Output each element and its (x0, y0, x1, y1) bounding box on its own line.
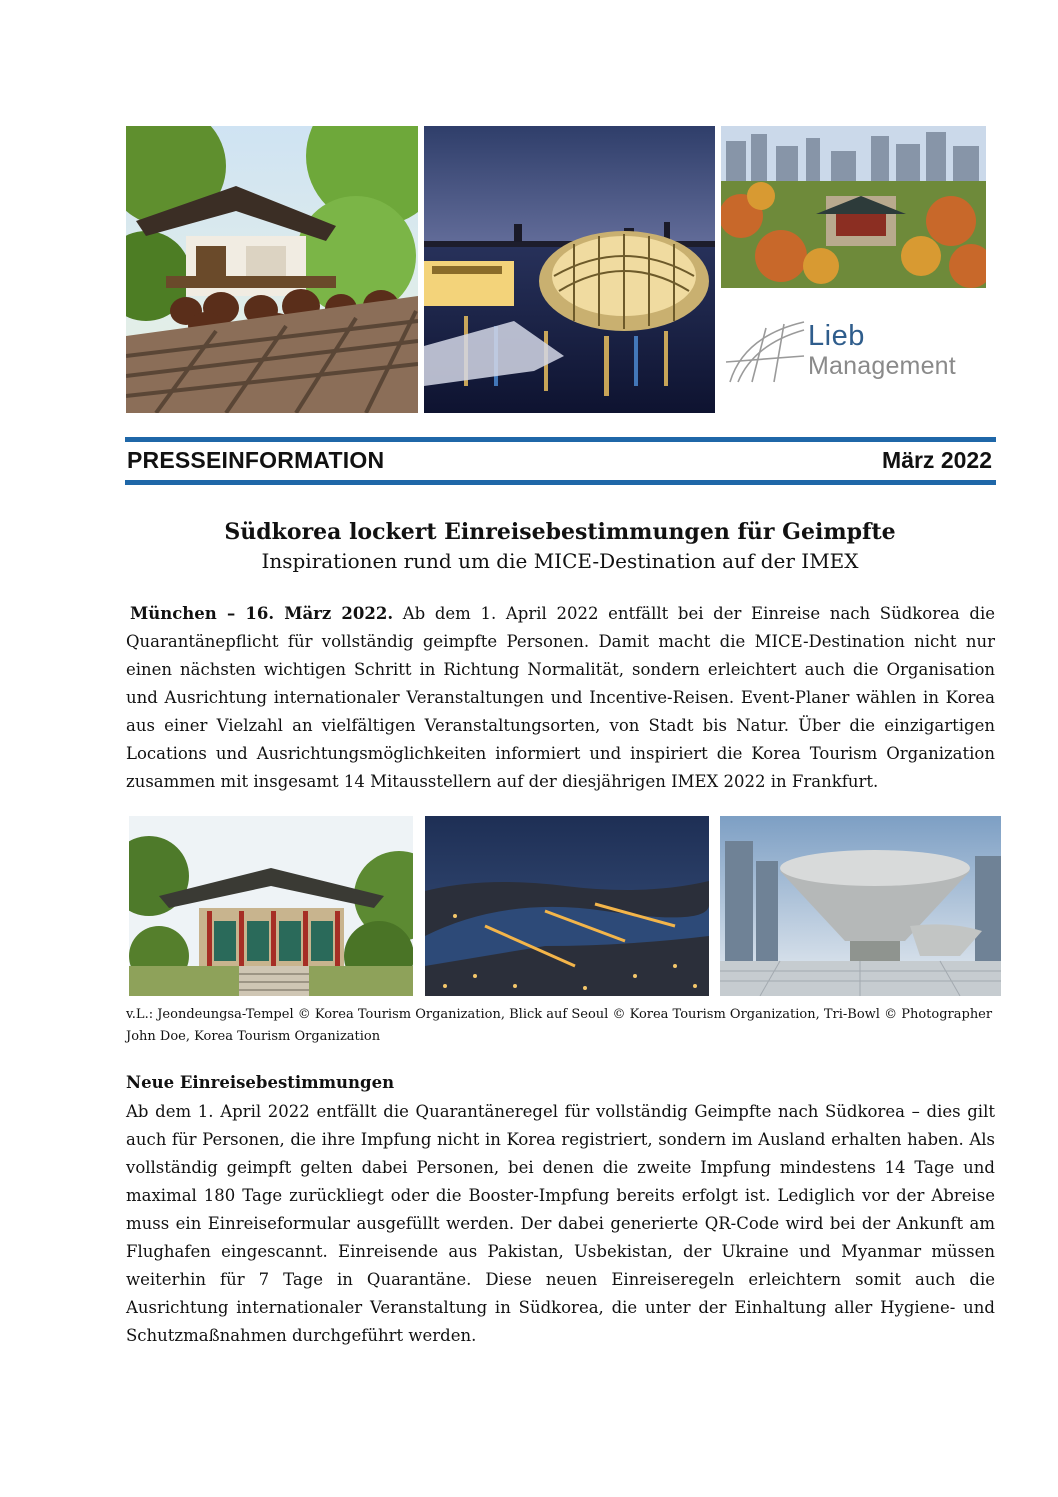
photo-hanok-house (126, 126, 418, 413)
article-subtitle: Inspirationen rund um die MICE-Destination auf der IMEX (261, 549, 859, 573)
header-rule-top (125, 437, 996, 442)
header-rule-bottom (125, 480, 996, 485)
press-label: PRESSEINFORMATION (127, 447, 385, 473)
lieb-management-logo (724, 308, 986, 388)
lead-dateline: München – 16. März 2022. (130, 604, 394, 623)
section-paragraph: Ab dem 1. April 2022 entfällt die Quarantäneregel für vollständig Geimpfte nach Südkorea – dies gilt auch für Personen, die ihre Impfung nicht in Korea registriert, sondern im Ausland erhalten haben. Als vollständig geimpft gelten dabei Personen, bei denen die zweite Impfung mindestens 14 Tage und maximal 180 Tage zurückliegt oder die Booster-Impfung bereits erfolgt ist. Lediglich vor der Abreise muss ein Einreiseformular ausgefüllt werden. Der dabei generierte QR-Code wird bei der Ankunft am Flughafen eingescannt. Einreisende aus Pakistan, Usbekistan, der Ukraine und Myanmar müssen weiterhin für 7 Tage in Quarantäne. Diese neuen Einreiseregeln erleichtern somit auch die Ausrichtung internationaler Veranstaltung in Südkorea, die unter der Einhaltung aller Hygiene- und Schutzmaßnahmen durchgeführt werden. (126, 1102, 995, 1345)
globe-arc-icon (724, 316, 808, 384)
lead-text: Ab dem 1. April 2022 entfällt bei der Einreise nach Südkorea die Quarantänepflicht für vollständig geimpfte Personen. Damit macht die MICE-Destination nicht nur einen nächsten wichtigen Schritt in Richtung Normalität, sondern erleichtert auch die Organisation und Ausrichtung internationaler Veranstaltungen und Incentive-Reisen. Event-Planer wählen in Korea aus einer Vielzahl an vielfältigen Veranstaltungsorten, von Stadt bis Natur. Über die einzigartigen Locations und Ausrichtungsmöglichkeiten informiert und inspiriert die Korea Tourism Organization zusammen mit insgesamt 14 Mitausstellern auf der diesjährigen IMEX 2022 in Frankfurt. (126, 604, 995, 791)
photo-tri-bowl (720, 816, 1001, 996)
logo-word-lieb: Lieb (808, 320, 865, 352)
photo-jeondeungsa-temple (129, 816, 413, 996)
press-date: März 2022 (882, 447, 992, 473)
section-heading: Neue Einreisebestimmungen (126, 1073, 395, 1092)
article-title: Südkorea lockert Einreisebestimmungen für Geimpfte (224, 519, 896, 545)
photo-seoul-night-view (425, 816, 709, 996)
logo-word-management: Management (808, 352, 956, 380)
lead-paragraph (126, 600, 995, 796)
photo-floating-dome (424, 126, 715, 413)
photo-palace-city (721, 126, 986, 288)
photo-caption: v.L.: Jeondeungsa-Tempel © Korea Tourism Organization, Blick auf Seoul © Korea Tourism Organization, Tri-Bowl © Photographer John Doe, Korea Tourism Organization (126, 1007, 993, 1044)
